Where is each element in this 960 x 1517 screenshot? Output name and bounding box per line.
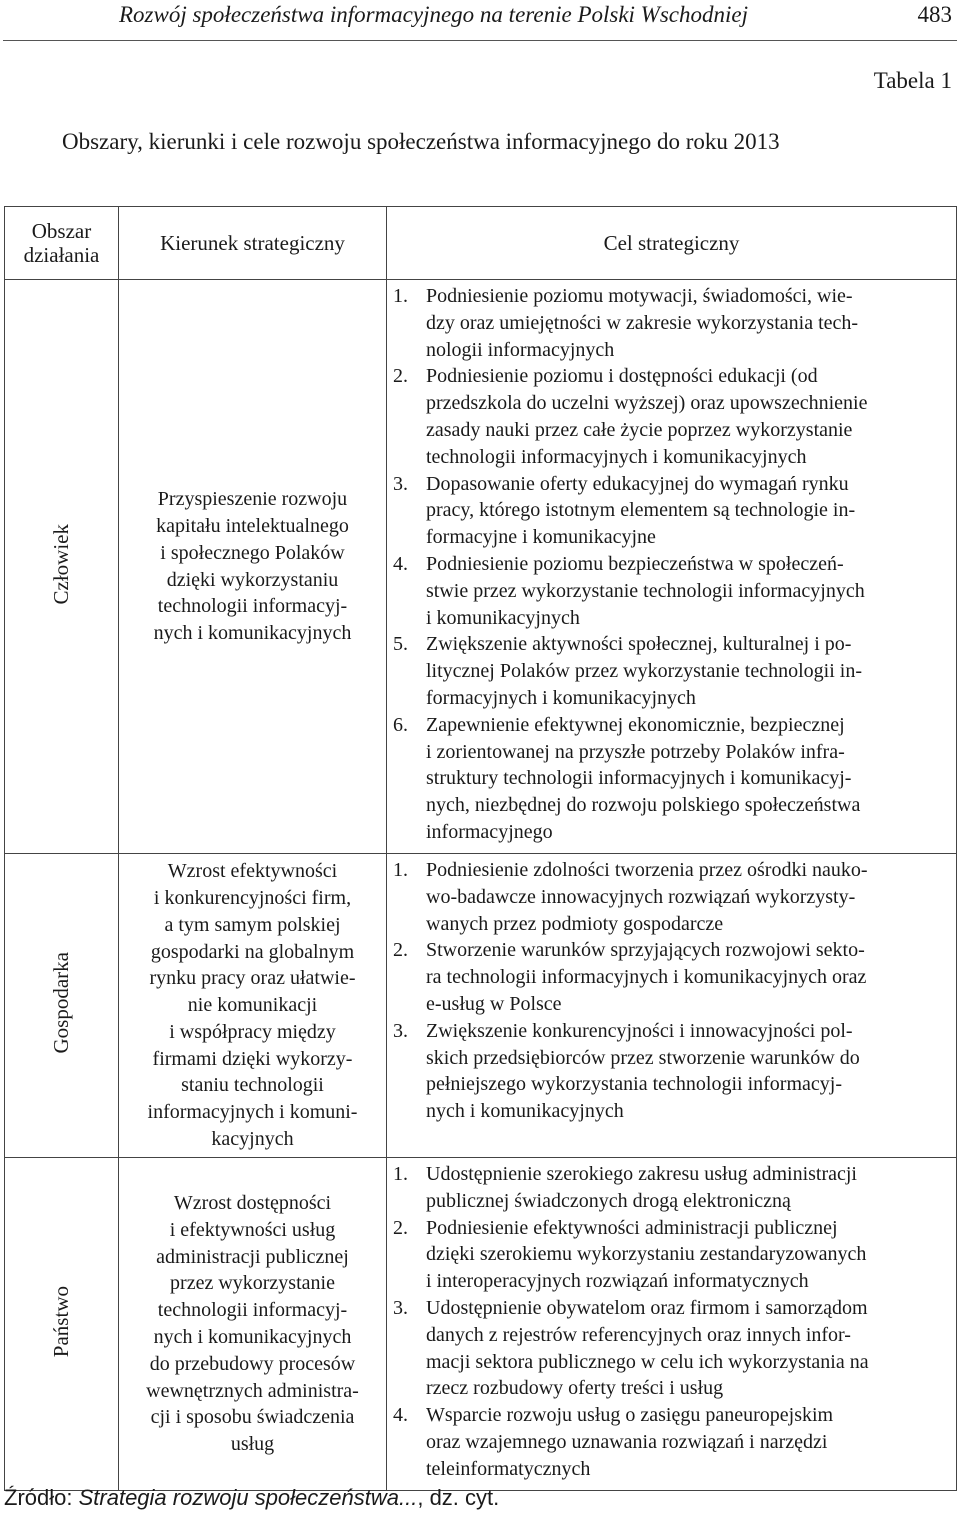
header-area [5, 207, 119, 280]
goal-text [426, 857, 952, 937]
goal-item [393, 1215, 952, 1295]
direction-line: i efektywności usług [169, 1218, 336, 1241]
direction-line: kapitału intelektualnego [156, 514, 349, 537]
area-label: Człowiek [49, 523, 73, 605]
goal-line: Podniesienie poziomu bezpieczeństwa w społeczeń- [426, 552, 844, 575]
direction-line: wewnętrznych administra- [146, 1379, 359, 1402]
goal-line: dzięki szerokiemu wykorzystaniu zestandaryzowanych [426, 1243, 867, 1266]
header-goal: Cel strategiczny [387, 207, 957, 280]
goal-line: pełniejszego wykorzystania technologii informacyj- [426, 1073, 842, 1096]
goals-list [393, 857, 952, 1125]
goal-number: 2. [393, 365, 408, 388]
goal-number: 3. [393, 1296, 408, 1319]
goal-line: Stworzenie warunków sprzyjających rozwojowi sekto- [426, 939, 865, 962]
table-row [5, 854, 957, 1158]
goal-text [426, 283, 952, 363]
goal-number: 6. [393, 713, 408, 736]
goal-item [393, 1402, 952, 1482]
goal-number: 4. [393, 552, 408, 575]
goal-line: Udostępnienie obywatelom oraz firmom i samorządom [426, 1296, 868, 1319]
direction-line: nych i komunikacyjnych [153, 622, 352, 645]
area-cell [5, 1158, 119, 1491]
goal-line: litycznej Polaków przez wykorzystanie technologii in- [426, 660, 862, 683]
goal-line: zasady nauki przez całe życie poprzez wykorzystanie [426, 418, 853, 441]
goal-item [393, 363, 952, 470]
goal-number: 3. [393, 472, 408, 495]
goal-line: rzecz rozbudowy oferty treści i usług [426, 1377, 724, 1400]
direction-line: administracji publicznej [156, 1245, 349, 1268]
goal-line: oraz wzajemnego uznawania rozwiązań i narzędzi [426, 1430, 828, 1453]
source-note [4, 1485, 499, 1511]
goal-line: nych i komunikacyjnych [426, 1100, 624, 1123]
direction-line: technologii informacyj- [157, 595, 348, 618]
goal-line: technologii informacyjnych i komunikacyjnych [426, 445, 807, 468]
direction-cell [119, 854, 387, 1158]
header-area-line-1: Obszar [31, 219, 92, 243]
direction-line: nych i komunikacyjnych [153, 1326, 352, 1348]
direction-line: firmami dzięki wykorzy- [152, 1047, 353, 1070]
direction-line: rynku pracy oraz ułatwie- [149, 967, 356, 990]
header-rule [3, 40, 957, 41]
area-label: Gospodarka [49, 952, 73, 1054]
goal-item [393, 857, 952, 937]
goal-line: danych z rejestrów referencyjnych oraz innych infor- [426, 1323, 851, 1346]
goal-line: Zwiększenie konkurencyjności i innowacyjności pol- [426, 1019, 853, 1042]
direction-line: przez wykorzystanie [170, 1272, 335, 1295]
goal-text [426, 1402, 952, 1482]
area-cell [5, 280, 119, 854]
direction-line: gospodarki na globalnym [150, 940, 355, 963]
goal-line: Wsparcie rozwoju usług o zasięgu paneuropejskim [426, 1404, 834, 1427]
goal-text [426, 1215, 952, 1295]
goal-text [426, 363, 952, 470]
goal-text [426, 1295, 952, 1402]
direction-line: informacyjnych i komuni- [147, 1101, 358, 1124]
header-area-line-2: działania [23, 243, 100, 267]
running-title: Rozwój społeczeństwa informacyjnego na terenie Polski Wschodniej [119, 2, 748, 27]
direction-line: Przyspieszenie rozwoju [157, 488, 348, 511]
goal-number: 5. [393, 633, 408, 656]
goal-number: 1. [393, 859, 408, 881]
direction-line: usług [230, 1433, 275, 1456]
goal-line: i komunikacyjnych [426, 606, 580, 629]
goals-cell [387, 1158, 957, 1491]
table-title: Obszary, kierunki i cele rozwoju społeczeństwa informacyjnego do roku 2013 [62, 129, 780, 154]
goal-line: skich przedsiębiorców przez stworzenie warunków do [426, 1046, 860, 1069]
area-label: Państwo [49, 1285, 73, 1358]
goal-line: wo-badawcze innowacyjnych rozwiązań wykorzysty- [426, 885, 856, 908]
goal-text [426, 712, 952, 846]
goals-list [393, 283, 952, 846]
goal-line: informacyjnego [426, 820, 553, 843]
goal-line: macji sektora publicznego w celu ich wykorzystania na [426, 1350, 869, 1373]
header-direction: Kierunek strategiczny [119, 207, 387, 280]
goal-line: Podniesienie poziomu motywacji, świadomości, wie- [426, 285, 853, 307]
goal-item [393, 1295, 952, 1402]
goal-line: nologii informacyjnych [426, 338, 615, 361]
direction-line: staniu technologii [181, 1074, 324, 1097]
goal-line: ra technologii informacyjnych i komunikacyjnych oraz [426, 966, 867, 989]
goal-line: i interoperacyjnych rozwiązań informatycznych [426, 1270, 809, 1293]
goal-line: stwie przez wykorzystanie technologii informacyjnych [426, 579, 865, 602]
direction-cell [119, 280, 387, 854]
page-number: 483 [917, 2, 952, 27]
goal-item [393, 471, 952, 551]
direction-line: i społecznego Polaków [160, 541, 345, 564]
goal-line: Podniesienie efektywności administracji publicznej [426, 1216, 838, 1239]
goal-text [426, 1161, 952, 1215]
goals-cell [387, 280, 957, 854]
goal-text [426, 937, 952, 1017]
direction-line: a tym samym polskiej [164, 913, 341, 936]
goal-line: struktury technologii informacyjnych i komunikacyj- [426, 767, 852, 790]
goal-line: publicznej świadczonych drogą elektroniczną [426, 1189, 791, 1212]
table-number: Tabela 1 [873, 68, 952, 93]
direction-line: Wzrost dostępności [173, 1192, 332, 1215]
goal-item [393, 1018, 952, 1125]
direction-line: i konkurencyjności firm, [153, 886, 352, 909]
goals-cell [387, 854, 957, 1158]
goal-text [426, 631, 952, 711]
strategy-table [4, 206, 957, 1491]
direction-line: kacyjnych [211, 1128, 294, 1151]
goal-line: Udostępnienie szerokiego zakresu usług administracji [426, 1163, 857, 1185]
table-row [5, 280, 957, 854]
area-cell [5, 854, 119, 1158]
source-label: Źródło: [4, 1485, 73, 1510]
goal-line: nych, niezbędnej do rozwoju polskiego społeczeństwa [426, 794, 861, 817]
goal-text [426, 471, 952, 551]
goal-line: Podniesienie poziomu i dostępności edukacji (od [426, 365, 818, 388]
goal-line: i zorientowanej na przyszłe potrzeby Polaków infra- [426, 740, 845, 763]
goal-line: Zapewnienie efektywnej ekonomicznie, bezpiecznej [426, 713, 845, 736]
goal-line: Zwiększenie aktywności społecznej, kulturalnej i po- [426, 633, 852, 656]
goal-item [393, 1161, 952, 1215]
goal-line: pracy, którego istotnym elementem są technologie in- [426, 499, 856, 522]
goal-text [426, 1018, 952, 1125]
direction-line: Wzrost efektywności [167, 860, 338, 883]
table-header-row [5, 207, 957, 280]
goal-item [393, 712, 952, 846]
goal-text [426, 551, 952, 631]
goal-line: dzy oraz umiejętności w zakresie wykorzystania tech- [426, 311, 859, 334]
goal-line: formacyjnych i komunikacyjnych [426, 686, 696, 709]
table-row [5, 1158, 957, 1491]
direction-line: do przebudowy procesów [149, 1352, 356, 1375]
source-suffix: , dz. cyt. [417, 1485, 500, 1510]
goal-number: 4. [393, 1404, 408, 1427]
direction-line: i współpracy między [169, 1020, 336, 1043]
direction-cell [119, 1158, 387, 1491]
goals-list [393, 1161, 952, 1483]
goal-line: e-usług w Polsce [426, 992, 562, 1015]
goal-line: teleinformatycznych [426, 1457, 591, 1480]
source-title: Strategia rozwoju społeczeństwa... [78, 1485, 418, 1510]
goal-number: 3. [393, 1019, 408, 1042]
direction-line: nie komunikacji [187, 994, 318, 1017]
direction-line: dzięki wykorzystaniu [166, 568, 339, 591]
goal-item [393, 551, 952, 631]
goal-number: 1. [393, 1163, 408, 1185]
goal-line: Dopasowanie oferty edukacyjnej do wymagań rynku [426, 472, 849, 495]
goal-item [393, 283, 952, 363]
goal-item [393, 631, 952, 711]
goal-line: formacyjne i komunikacyjne [426, 526, 656, 549]
goal-item [393, 937, 952, 1017]
goal-line: Podniesienie zdolności tworzenia przez ośrodki nauko- [426, 859, 868, 881]
goal-number: 2. [393, 939, 408, 962]
goal-number: 1. [393, 285, 408, 307]
goal-number: 2. [393, 1216, 408, 1239]
goal-line: przedszkola do uczelni wyższej) oraz upowszechnienie [426, 392, 868, 415]
goal-line: wanych przez podmioty gospodarcze [426, 912, 724, 935]
direction-line: cji i sposobu świadczenia [150, 1406, 355, 1429]
direction-line: technologii informacyj- [157, 1299, 348, 1322]
